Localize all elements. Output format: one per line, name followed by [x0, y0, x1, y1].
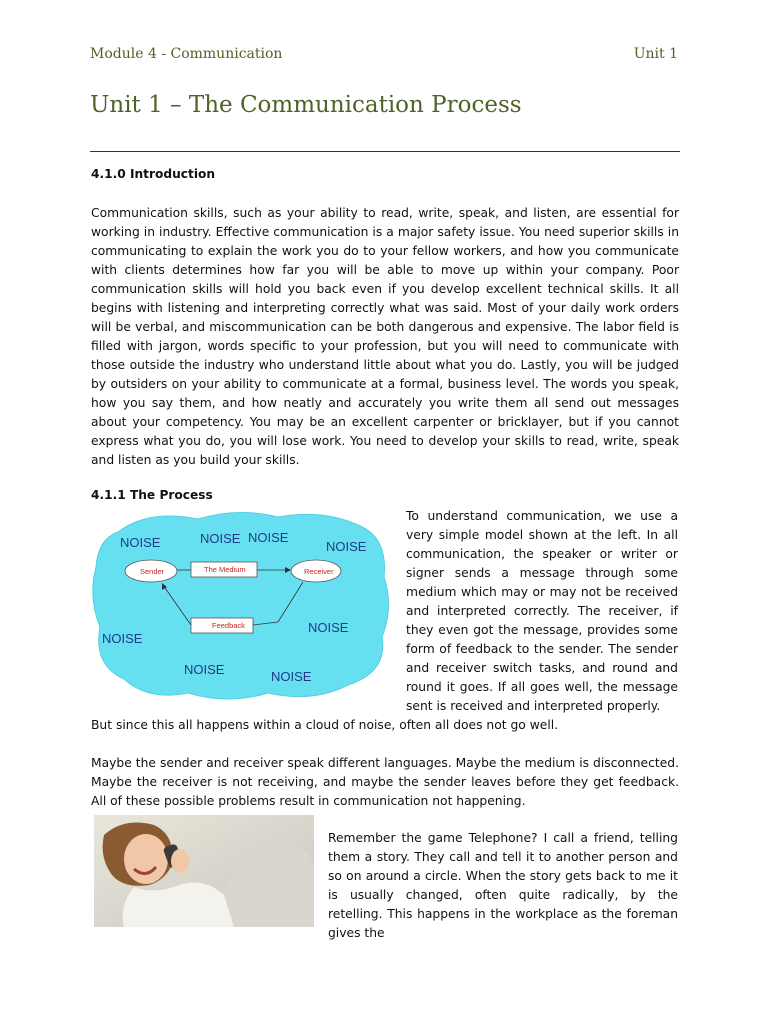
header-module: Module 4 - Communication: [90, 46, 283, 62]
medium-label: The Medium: [204, 565, 246, 574]
title-divider: [90, 151, 680, 152]
process-continue-paragraph: But since this all happens within a cloud of noise, often all does not go well.: [91, 718, 559, 732]
face: [124, 834, 168, 884]
problems-paragraph: Maybe the sender and receiver speak different languages. Maybe the medium is disconnected. Maybe the receiver is not receiving, and maybe the sender leaves before they get feedback. All of these possible problems result in communication not happening.: [91, 756, 679, 808]
receiver-label: Receiver: [304, 567, 334, 576]
telephone-paragraph: Remember the game Telephone? I call a friend, telling them a story. They call and tell it to another person and so on around a circle. When the story gets back to me it is usually changed, often quite radically, by the retelling. This happens in the workplace as the foreman gives the: [328, 831, 678, 940]
hand: [171, 849, 189, 873]
noise-label: NOISE: [271, 669, 312, 684]
communication-diagram: [88, 507, 396, 707]
intro-paragraph: Communication skills, such as your ability to read, write, speak, and listen, are essential for working in industry. Effective communication is a major safety issue. You need superior skills in communicating to explain the work you do to your fellow workers, and how you communicate with clients determines how far you will be able to move up within your company. Poor communication skills will hold you back even if you develop excellent technical skills. It all begins with listening and interpreting correctly what was said. Most of your daily work orders will be verbal, and miscommunication can be both dangerous and expensive. The labor field is filled with jargon, words specific to your profession, but you will need to communicate with those outside the industry who understand little about what you do. Lastly, you will be judged by outsiders on your ability to communicate at a formal, business level. The words you speak, how you say them, and how neatly and accurately you write them all send out messages about your competency. You may be an excellent carpenter or bricklayer, but if you cannot express what you do, you will lose work. You need to develop your skills to read, write, speak and listen as you build your skills.: [91, 206, 679, 467]
sender-label: Sender: [140, 567, 165, 576]
intro-heading: 4.1.0 Introduction: [91, 167, 216, 181]
noise-label: NOISE: [120, 535, 161, 550]
telephone-photo: [94, 815, 314, 927]
feedback-label: Feedback: [212, 621, 245, 630]
noise-label: NOISE: [184, 662, 225, 677]
noise-label: NOISE: [200, 531, 241, 546]
noise-label: NOISE: [102, 631, 143, 646]
noise-label: NOISE: [308, 620, 349, 635]
noise-label: NOISE: [248, 530, 289, 545]
process-side-paragraph: To understand communication, we use a very simple model shown at the left. In all communication, the speaker or writer or signer sends a message through some medium which may or may not be received and interpreted correctly. The receiver, if they even got the message, provides some form of feedback to the sender. The sender and receiver switch tasks, and round and round it goes. If all goes well, the message sent is received and interpreted properly.: [406, 509, 678, 713]
header-unit: Unit 1: [633, 46, 678, 62]
page-title: Unit 1 – The Communication Process: [90, 92, 522, 118]
process-heading: 4.1.1 The Process: [91, 488, 213, 502]
noise-label: NOISE: [326, 539, 367, 554]
